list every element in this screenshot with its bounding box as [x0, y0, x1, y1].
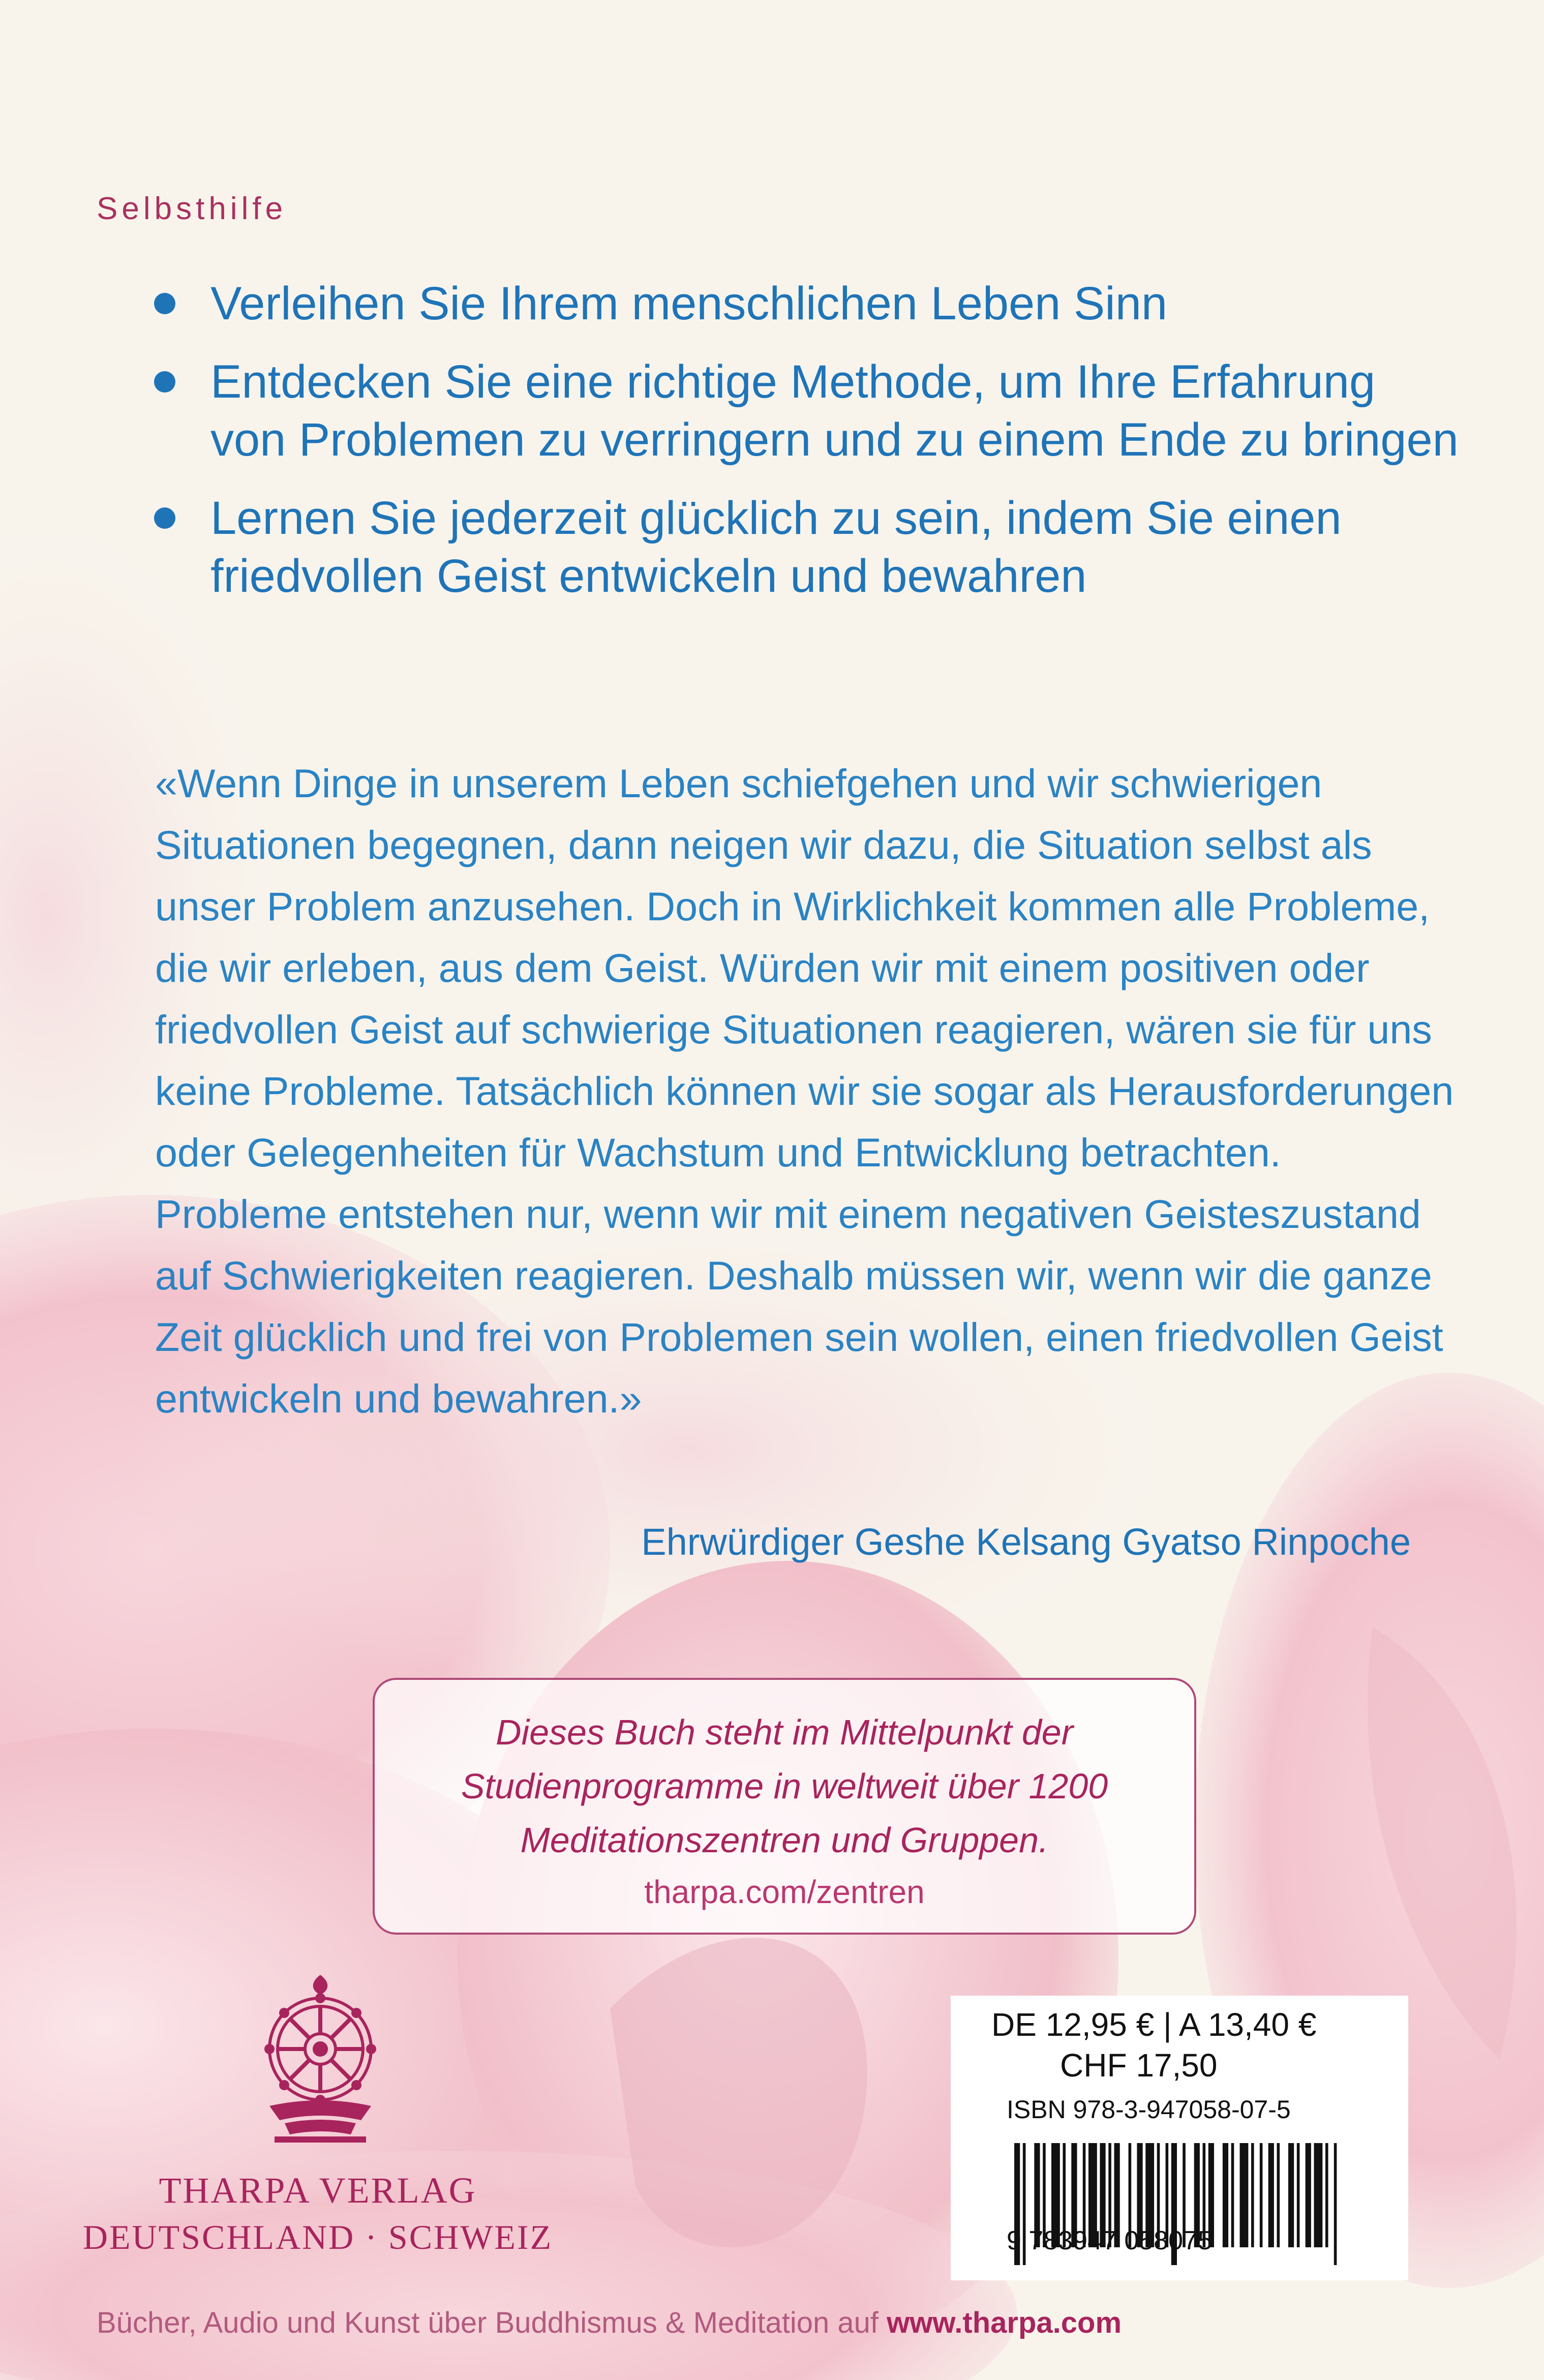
- price-barcode-block: [951, 1996, 1408, 2280]
- study-program-text: Dieses Buch steht im Mittelpunkt der Studienprogramme in weltweit über 1200 Meditationszentren und Gruppen.: [461, 1712, 1108, 1860]
- bullet-icon: [154, 371, 175, 393]
- publisher-name: [36, 2167, 600, 2261]
- quote-text: «Wenn Dinge in unserem Leben schiefgehen und wir schwierigen Situationen begegnen, dann neigen wir dazu, die Situation selbst als unser Problem anzusehen. Doch in Wirklichkeit kommen alle Probleme, die wir erleben, aus dem Geist. Würden wir mit einem positiven oder friedvollen Geist auf schwierige Situationen reagieren, wären sie für uns keine Probleme. Tatsächlich können wir sie sogar als Herausforderungen oder Gelegenheiten für Wachstum und Entwicklung betrachten. Probleme entstehen nur, wenn wir mit einem negativen Geisteszustand auf Schwierigkeiten reagieren. Deshalb müssen wir, wenn wir die ganze Zeit glücklich und frei von Problemen sein wollen, einen friedvollen Geist entwickeln und bewahren.»: [155, 761, 1454, 1421]
- publisher-line-2: DEUTSCHLAND · SCHWEIZ: [82, 2218, 553, 2256]
- quote-author: Ehrwürdiger Geshe Kelsang Gyatso Rinpoche: [641, 1521, 1411, 1563]
- publisher-line-1: THARPA VERLAG: [159, 2170, 477, 2211]
- price-de-at: DE 12,95 € | A 13,40 €: [991, 2006, 1317, 2043]
- price-chf: CHF 17,50: [1060, 2047, 1218, 2084]
- feature-item: [158, 353, 1459, 469]
- feature-item: [158, 275, 1459, 333]
- feature-text: Verleihen Sie Ihrem menschlichen Leben Sinn: [210, 278, 1168, 329]
- feature-item: [158, 489, 1459, 605]
- category-label: Selbsthilfe: [97, 191, 287, 226]
- feature-text: Entdecken Sie eine richtige Methode, um Ihre Erfahrung von Problemen zu verringern und zu einem Ende zu bringen: [210, 356, 1459, 466]
- footer-line: [97, 2306, 1122, 2340]
- website-link[interactable]: www.tharpa.com: [887, 2306, 1122, 2339]
- barcode-digits: 9 783947 058075: [1007, 2226, 1213, 2255]
- footer-text: Bücher, Audio und Kunst über Buddhismus & Meditation auf: [97, 2306, 887, 2339]
- feature-text: Lernen Sie jederzeit glücklich zu sein, indem Sie einen friedvollen Geist entwickeln und bewahren: [210, 492, 1342, 602]
- dharma-wheel-logo-icon: [254, 1973, 386, 2146]
- study-program-box: [373, 1678, 1196, 1935]
- bullet-icon: [154, 507, 175, 529]
- isbn-text: ISBN 978-3-947058-07-5: [1007, 2095, 1291, 2124]
- feature-list: [158, 275, 1459, 625]
- centers-link[interactable]: tharpa.com/zentren: [644, 1874, 925, 1910]
- bullet-icon: [154, 293, 175, 314]
